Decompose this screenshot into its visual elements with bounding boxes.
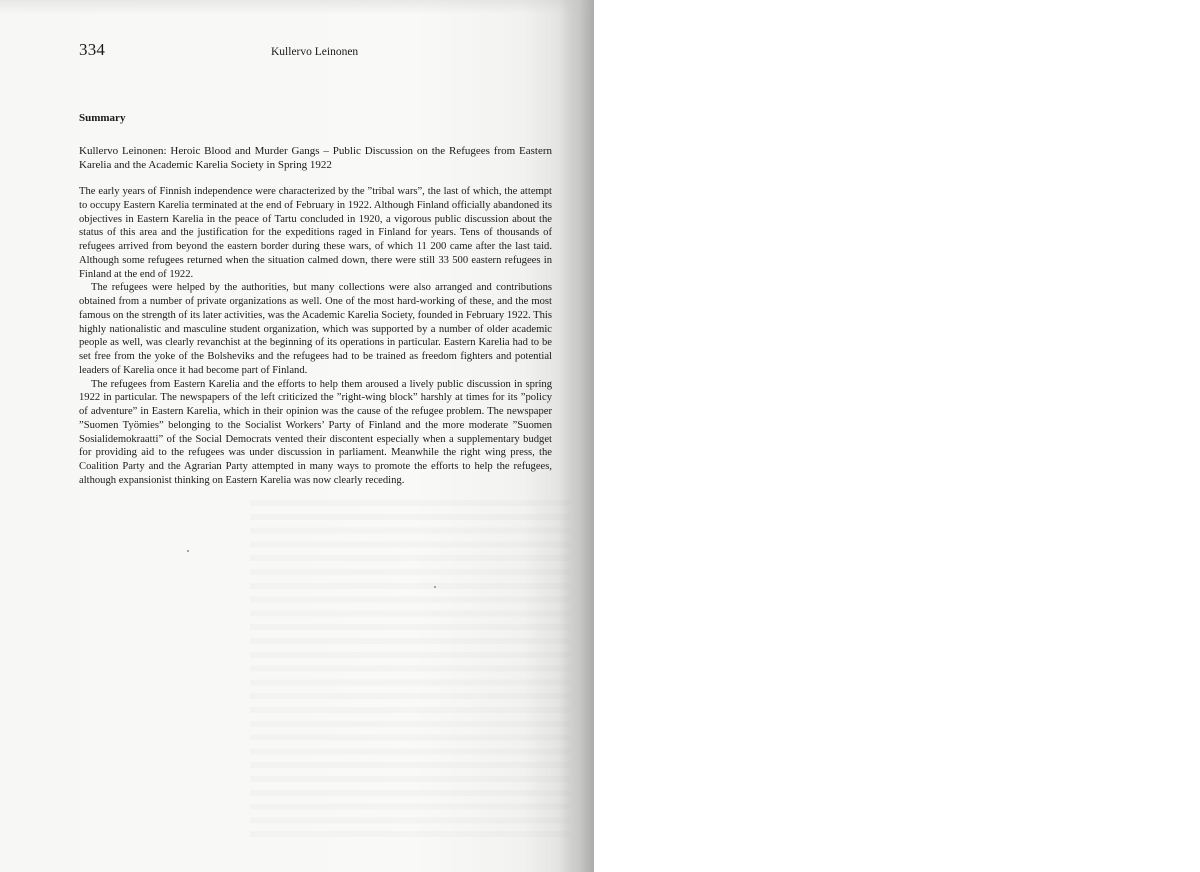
paragraph: The refugees from Eastern Karelia and the efforts to help them aroused a lively public discussion in spring 1922 in particular. The newspapers of the left criticized the ”right-wing block” harshly at times for its ”policy of adventure” in Eastern Karelia, which in their opinion was the cause of the refugee problem. The newspaper ”Suomen Työmies” belonging to the Socialist Workers’ Party of Finland and the more moderate ”Suomen Sosialidemokraatti” of the Social Democrats vented their discontent especially when a supplementary budget for providing aid to the refugees was under discussion in parliament. Meanwhile the right wing press, the Coalition Party and the Agrarian Party attempted in many ways to promote the efforts to help the refugees, although expansionist thinking on Eastern Karelia was now clearly receding. — [79, 378, 552, 486]
page-gutter-shadow — [560, 0, 594, 872]
show-through-text — [250, 500, 570, 840]
dust-speck — [434, 586, 436, 588]
dust-speck — [187, 550, 189, 552]
section-heading: Summary — [79, 112, 126, 124]
running-head: Kullervo Leinonen — [271, 46, 359, 58]
book-page — [0, 0, 594, 872]
summary-body — [79, 185, 552, 488]
paragraph: The early years of Finnish independence were characterized by the ”tribal wars”, the last of which, the attempt to occupy Eastern Karelia terminated at the end of February in 1922. Although Finland officially abandoned its objectives in Eastern Karelia in the peace of Tartu concluded in 1920, a vigorous public discussion about the status of this area and the justification for the expeditions raged in Finland for years. Tens of thousands of refugees arrived from beyond the eastern border during these wars, of which 11 200 came after the last taid. Although some refugees returned when the situation calmed down, there were still 33 500 eastern refugees in Finland at the end of 1922. — [79, 186, 552, 280]
top-shadow — [0, 0, 594, 14]
paragraph: The refugees were helped by the authorities, but many collections were also arranged and contributions obtained from a number of private organizations as well. One of the most hard-working of these, and the most famous on the strength of its later activities, was the Academic Karelia Society, founded in February 1922. This highly nationalistic and masculine student organization, which was supported by a number of older academic people as well, was clearly revanchist at the beginning of its operations in particular. Eastern Karelia had to be set free from the yoke of the Bolsheviks and the refugees had to be trained as freedom fighters and potential leaders of Karelia once it had become part of Finland. — [79, 282, 552, 376]
article-title: Kullervo Leinonen: Heroic Blood and Murder Gangs – Public Discussion on the Refugees from Eastern Karelia and the Academic Karelia Society in Spring 1922 — [79, 145, 552, 171]
page-number: 334 — [79, 40, 106, 59]
